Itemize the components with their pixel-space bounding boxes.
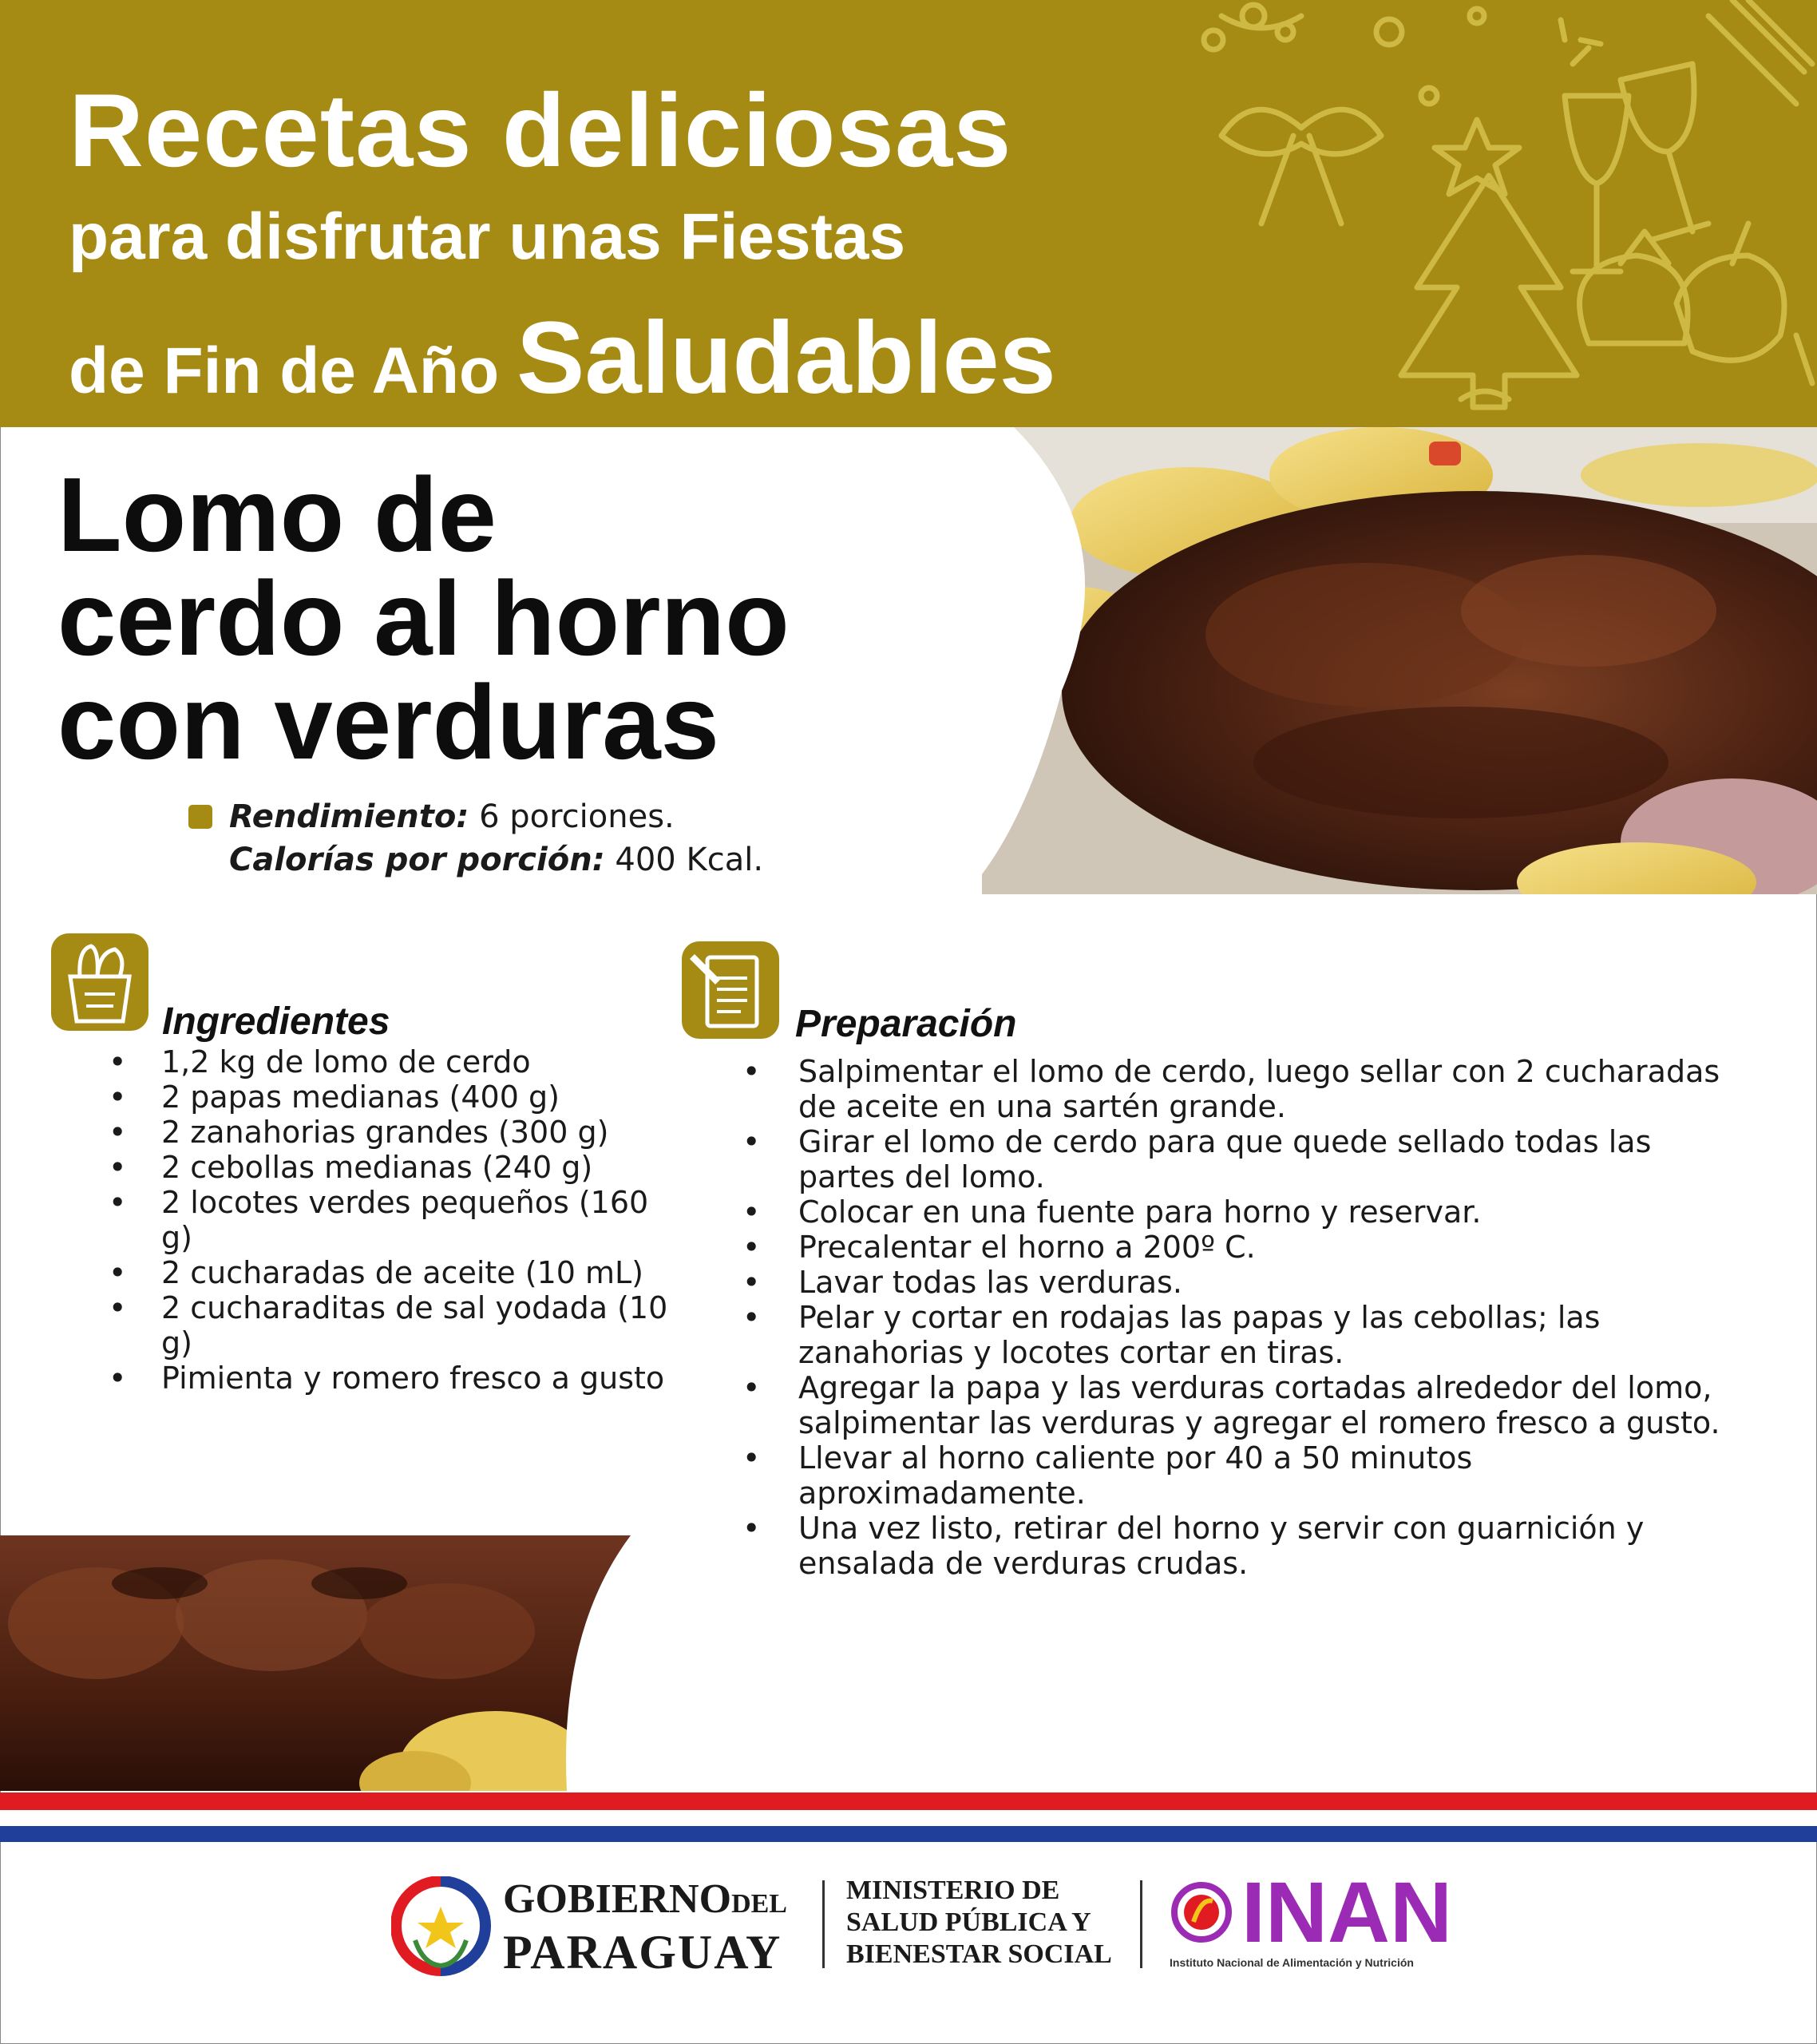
flag-stripe-blue (0, 1826, 1817, 1842)
bullet: • (109, 1115, 127, 1150)
bullet: • (109, 1079, 127, 1115)
ingredients-heading: Ingredientes (162, 1000, 390, 1043)
header-title: Recetas deliciosas (69, 72, 1012, 188)
header-subtitle-emphasis: Saludables (517, 301, 1056, 415)
calories-label: Calorías por porción: (229, 842, 605, 878)
list-item (109, 1044, 680, 1079)
list-item (742, 1265, 1740, 1300)
step-text: Agregar la papa y las verduras cortadas alrededor del lomo, salpimentar las verduras y agregar el romero fresco a gusto. (798, 1370, 1720, 1440)
list-item (742, 1230, 1740, 1265)
calories-value: 400 Kcal. (604, 842, 764, 878)
gob-line1: GOBIERNO (503, 1876, 732, 1922)
step-text: Precalentar el horno a 200º C. (798, 1230, 1256, 1265)
list-item (109, 1115, 680, 1150)
bullet: • (742, 1370, 761, 1405)
ingredient-text: 2 zanahorias grandes (300 g) (161, 1115, 609, 1150)
list-item (742, 1124, 1740, 1194)
ministerio-line-1: MINISTERIO DE (846, 1876, 1060, 1905)
footer-logos (0, 1860, 1817, 1980)
recipe-title-line-1: Lomo de (57, 456, 497, 573)
list-item (109, 1150, 680, 1185)
ingredient-text: 2 cucharaditas de sal yodada (10 g) (161, 1290, 668, 1361)
ingredient-text: 2 cucharadas de aceite (10 mL) (161, 1255, 644, 1290)
list-item (742, 1194, 1740, 1230)
step-text: Lavar todas las verduras. (798, 1265, 1182, 1300)
calories-line (229, 838, 763, 881)
preparation-list (742, 1054, 1740, 1581)
recipe-title-line-3: con verduras (57, 664, 719, 781)
notepad-pencil-icon (679, 938, 782, 1042)
bullet: • (742, 1300, 761, 1335)
list-item (109, 1255, 680, 1290)
ingredient-text: 2 locotes verdes pequeños (160 g) (161, 1185, 649, 1255)
divider (1140, 1880, 1142, 1968)
recipe-title-line-2: cerdo al horno (57, 560, 790, 677)
bullet: • (742, 1124, 761, 1159)
bullet: • (742, 1511, 761, 1546)
list-item (742, 1054, 1740, 1124)
recipe-title (57, 456, 790, 781)
bullet: • (742, 1440, 761, 1476)
ministerio-logo (846, 1875, 1112, 1971)
roast-pork-photo-top (982, 427, 1817, 894)
inan-full-name: Instituto Nacional de Alimentación y Nutrición (1170, 1956, 1414, 1969)
flag-stripe-white (0, 1810, 1817, 1826)
yield-label: Rendimiento: (229, 798, 469, 835)
yield-line (229, 795, 763, 838)
bullet: • (742, 1054, 761, 1089)
header-subtitle-line1: para disfrutar unas Fiestas (69, 200, 906, 273)
bullet: • (109, 1290, 127, 1325)
christmas-decorations (1014, 0, 1817, 427)
header-subtitle-text: de Fin de Año (69, 335, 500, 407)
header-subtitle-line2 (69, 299, 1056, 417)
bullet: • (742, 1265, 761, 1300)
list-item (742, 1300, 1740, 1370)
ministerio-line-2: SALUD PÚBLICA Y (846, 1907, 1091, 1937)
meta-bullet-icon (188, 805, 212, 829)
inan-name: INAN (1241, 1864, 1452, 1960)
bullet: • (109, 1150, 127, 1185)
bullet: • (742, 1230, 761, 1265)
list-item (742, 1370, 1740, 1440)
recipe-meta (229, 795, 763, 881)
bullet: • (742, 1194, 761, 1230)
ingredient-text: 2 cebollas medianas (240 g) (161, 1150, 593, 1185)
ingredient-text: Pimienta y romero fresco a gusto (161, 1361, 665, 1396)
yield-value: 6 porciones. (469, 798, 675, 835)
ingredient-text: 1,2 kg de lomo de cerdo (161, 1044, 531, 1079)
shopping-bag-icon (48, 930, 152, 1034)
inan-logo-icon (1170, 1880, 1233, 1944)
list-item (742, 1440, 1740, 1511)
paraguay-seal-icon (391, 1876, 491, 1976)
roast-pork-photo-bottom (0, 1535, 639, 1791)
step-text: Girar el lomo de cerdo para que quede sellado todas las partes del lomo. (798, 1124, 1652, 1194)
bullet: • (109, 1255, 127, 1290)
bullet: • (109, 1361, 127, 1396)
list-item (742, 1511, 1740, 1581)
step-text: Pelar y cortar en rodajas las papas y las cebollas; las zanahorias y locotes cortar en tiras. (798, 1300, 1601, 1370)
list-item (109, 1361, 680, 1396)
divider (822, 1880, 825, 1968)
list-item (109, 1185, 680, 1255)
header-banner (0, 0, 1817, 427)
preparation-heading: Preparación (795, 1003, 1017, 1045)
gob-line1-small: DEL (731, 1889, 787, 1919)
bullet: • (109, 1185, 127, 1220)
flag-stripe-red (0, 1792, 1817, 1810)
list-item (109, 1290, 680, 1361)
gob-line2: PARAGUAY (503, 1926, 782, 1979)
step-text: Llevar al horno caliente por 40 a 50 minutos aproximadamente. (798, 1440, 1473, 1511)
step-text: Colocar en una fuente para horno y reservar. (798, 1194, 1482, 1230)
step-text: Salpimentar el lomo de cerdo, luego sellar con 2 cucharadas de aceite en una sartén grande. (798, 1054, 1720, 1124)
gobierno-paraguay-logo (503, 1876, 787, 1977)
list-item (109, 1079, 680, 1115)
bullet: • (109, 1044, 127, 1079)
ingredients-list (109, 1044, 680, 1396)
ingredient-text: 2 papas medianas (400 g) (161, 1079, 560, 1115)
ministerio-line-3: BIENESTAR SOCIAL (846, 1939, 1112, 1969)
step-text: Una vez listo, retirar del horno y servir con guarnición y ensalada de verduras crudas. (798, 1511, 1645, 1581)
